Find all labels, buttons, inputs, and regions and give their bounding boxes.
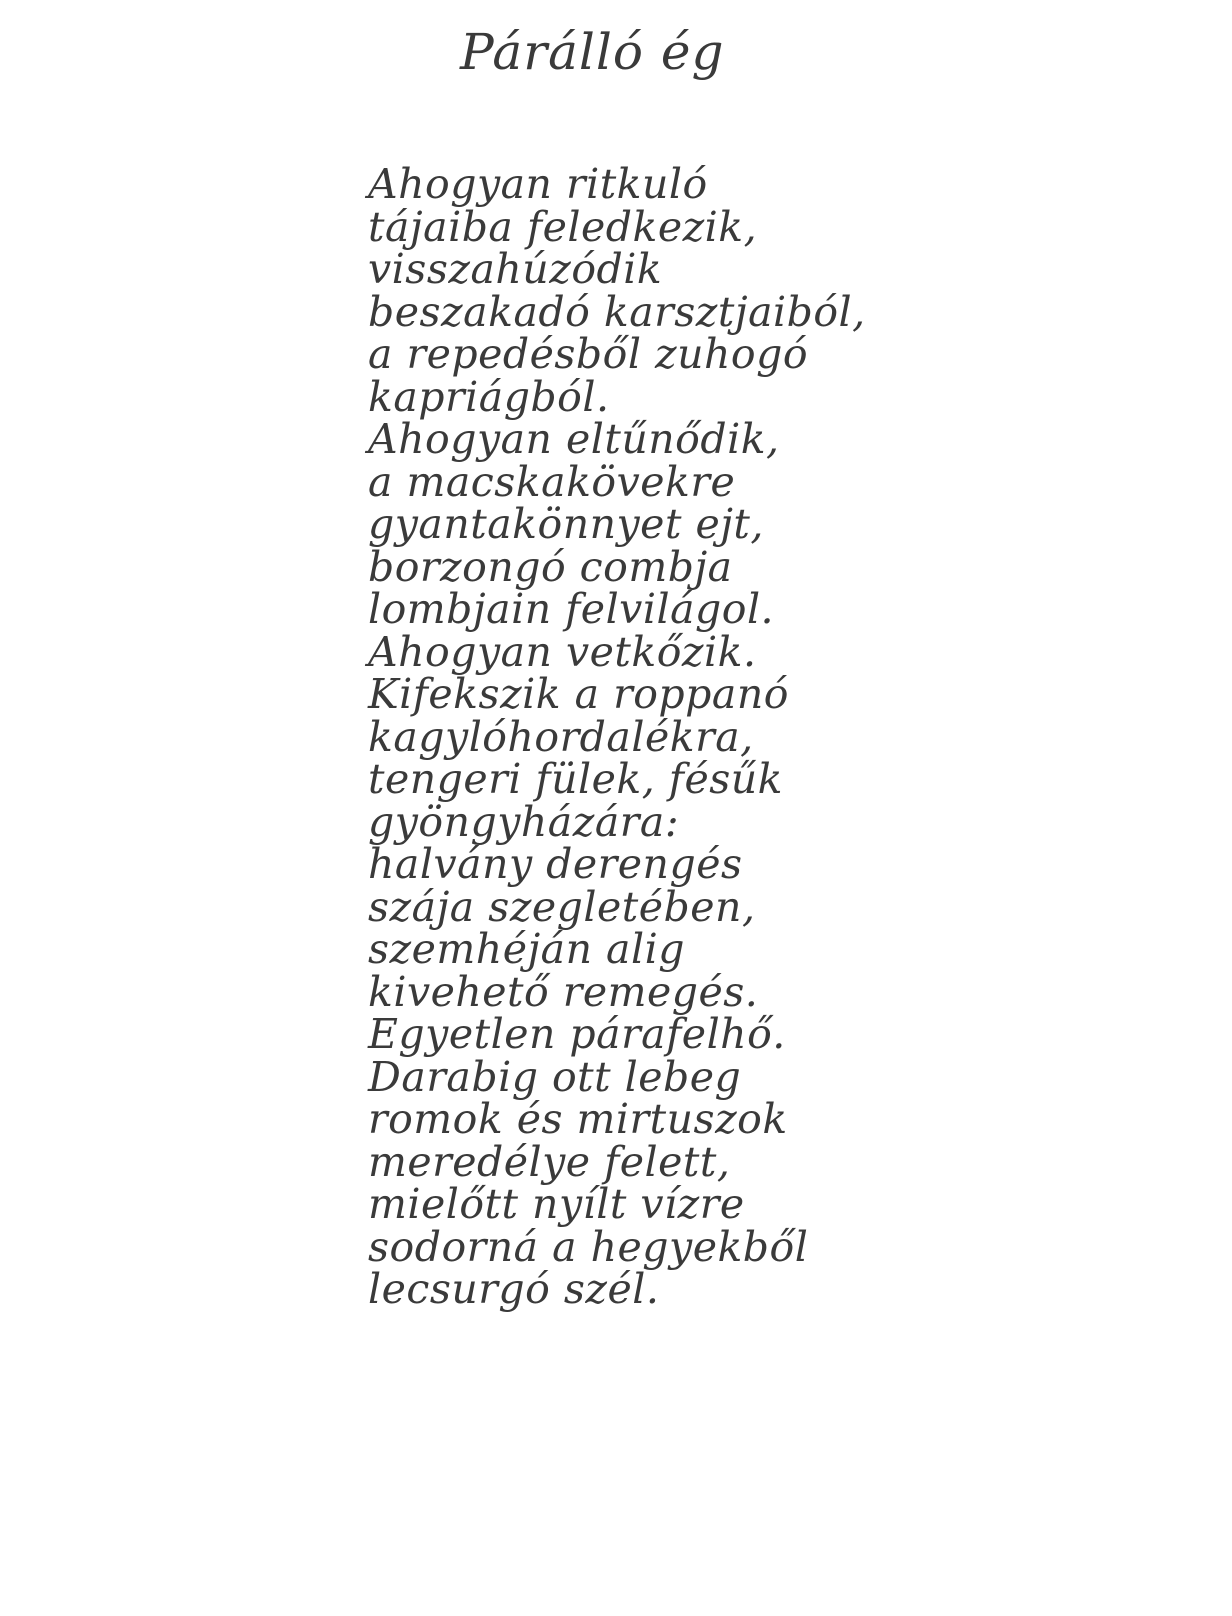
poem-line: romok és mirtuszok	[368, 1095, 788, 1143]
poem-line: tengeri fülek, fésűk	[368, 755, 783, 803]
poem-line: szemhéján alig	[368, 925, 685, 973]
poem-line: Darabig ott lebeg	[368, 1052, 742, 1101]
poem-title: Párálló ég	[460, 23, 725, 81]
poem-line: meredélye felett,	[368, 1137, 731, 1186]
poem-line: Kifekszik a roppanó	[368, 670, 789, 718]
poem-line: a macskakövekre	[368, 457, 736, 506]
poem-line: Egyetlen párafelhő.	[368, 1010, 786, 1058]
poem-line: sodorná a hegyekből	[368, 1222, 809, 1271]
poem-line: szája szegletében,	[368, 882, 756, 931]
poem-line: beszakadó karsztjaiból,	[368, 287, 866, 336]
poem-line: halvány derengés	[368, 840, 743, 888]
poem-line: kivehető remegés.	[368, 967, 759, 1016]
poem-line: Ahogyan ritkuló	[368, 160, 708, 208]
poem-line: tájaiba feledkezik,	[368, 202, 758, 251]
poem-line: lecsurgó szél.	[368, 1265, 660, 1313]
poem-line: Ahogyan vetkőzik.	[368, 627, 757, 676]
poem-line: gyantakönnyet ejt,	[368, 500, 764, 548]
poem-line: lombjain felvilágol.	[368, 585, 775, 633]
poem-line: borzongó combja	[368, 542, 733, 591]
poem-line: visszahúzódik	[368, 245, 663, 293]
poem-line: gyöngyházára:	[368, 797, 680, 846]
poem-line: kapriágból.	[368, 372, 610, 421]
poem-line: mielőtt nyílt vízre	[368, 1180, 745, 1228]
poem-line: Ahogyan eltűnődik,	[368, 415, 780, 463]
poem-line: kagylóhordalékra,	[368, 712, 754, 761]
poem-line: a repedésből zuhogó	[368, 330, 808, 378]
poem-body	[368, 160, 866, 1313]
